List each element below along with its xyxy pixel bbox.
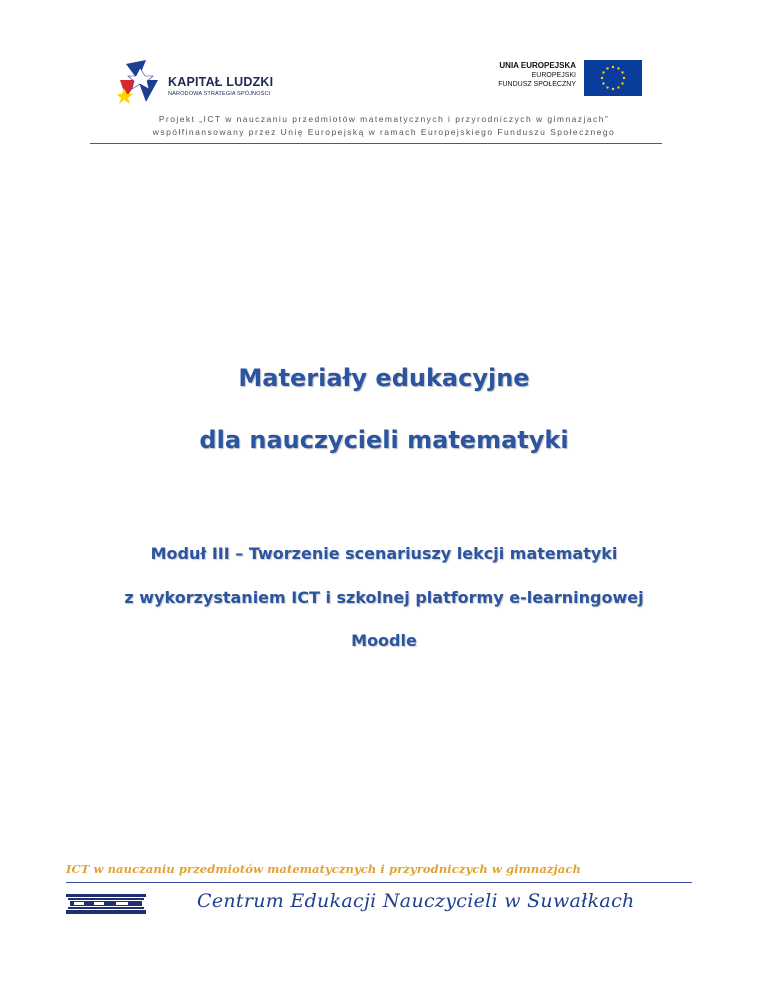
- kapital-ludzki-emblem-icon: [118, 58, 168, 108]
- footer-institution-name: Centrum Edukacji Nauczycieli w Suwałkach: [197, 890, 635, 912]
- project-caption-line1: Projekt „ICT w nauczaniu przedmiotów matematycznych i przyrodniczych w gimnazjach”: [158, 114, 610, 124]
- cen-suwalki-logo-icon: [66, 893, 146, 915]
- kapital-ludzki-title: KAPITAŁ LUDZKI: [168, 75, 274, 89]
- document-title-line2: dla nauczycieli matematyki: [199, 426, 569, 454]
- footer-divider: [66, 882, 692, 883]
- module-title-line2: z wykorzystaniem ICT i szkolnej platformy e-learningowej: [124, 588, 644, 607]
- eu-star-icon: [602, 82, 604, 84]
- eu-star-icon: [621, 82, 623, 84]
- kapital-ludzki-logo: [118, 58, 308, 110]
- footer-project-name: ICT w nauczaniu przedmiotów matematycznych i przyrodniczych w gimnazjach: [66, 862, 581, 876]
- document-title-line1: Materiały edukacyjne: [238, 364, 530, 392]
- eu-fund-line1: EUROPEJSKI: [531, 71, 576, 79]
- eu-star-icon: [617, 67, 619, 69]
- eu-star-icon: [606, 67, 608, 69]
- eu-star-icon: [623, 77, 625, 79]
- project-caption-line2: współfinansowany przez Unię Europejską w ramach Europejskiego Funduszu Społecznego: [152, 127, 616, 137]
- eu-fund-line2: FUNDUSZ SPOŁECZNY: [498, 81, 576, 88]
- eu-star-icon: [606, 86, 608, 88]
- eu-flag-icon: [584, 60, 642, 96]
- eu-star-icon: [617, 86, 619, 88]
- eu-logo-text: [498, 61, 576, 90]
- eu-star-icon: [612, 66, 614, 68]
- eu-star-icon: [612, 88, 614, 90]
- module-title-line1: Moduł III – Tworzenie scenariuszy lekcji matematyki: [150, 544, 618, 563]
- module-title-line3: Moodle: [351, 631, 417, 650]
- eu-name: UNIA EUROPEJSKA: [499, 61, 576, 70]
- kapital-ludzki-subtitle: NARODOWA STRATEGIA SPÓJNOŚCI: [168, 91, 271, 97]
- eu-star-icon: [602, 71, 604, 73]
- eu-star-icon: [601, 77, 603, 79]
- header-divider: [90, 143, 662, 144]
- eu-star-icon: [621, 71, 623, 73]
